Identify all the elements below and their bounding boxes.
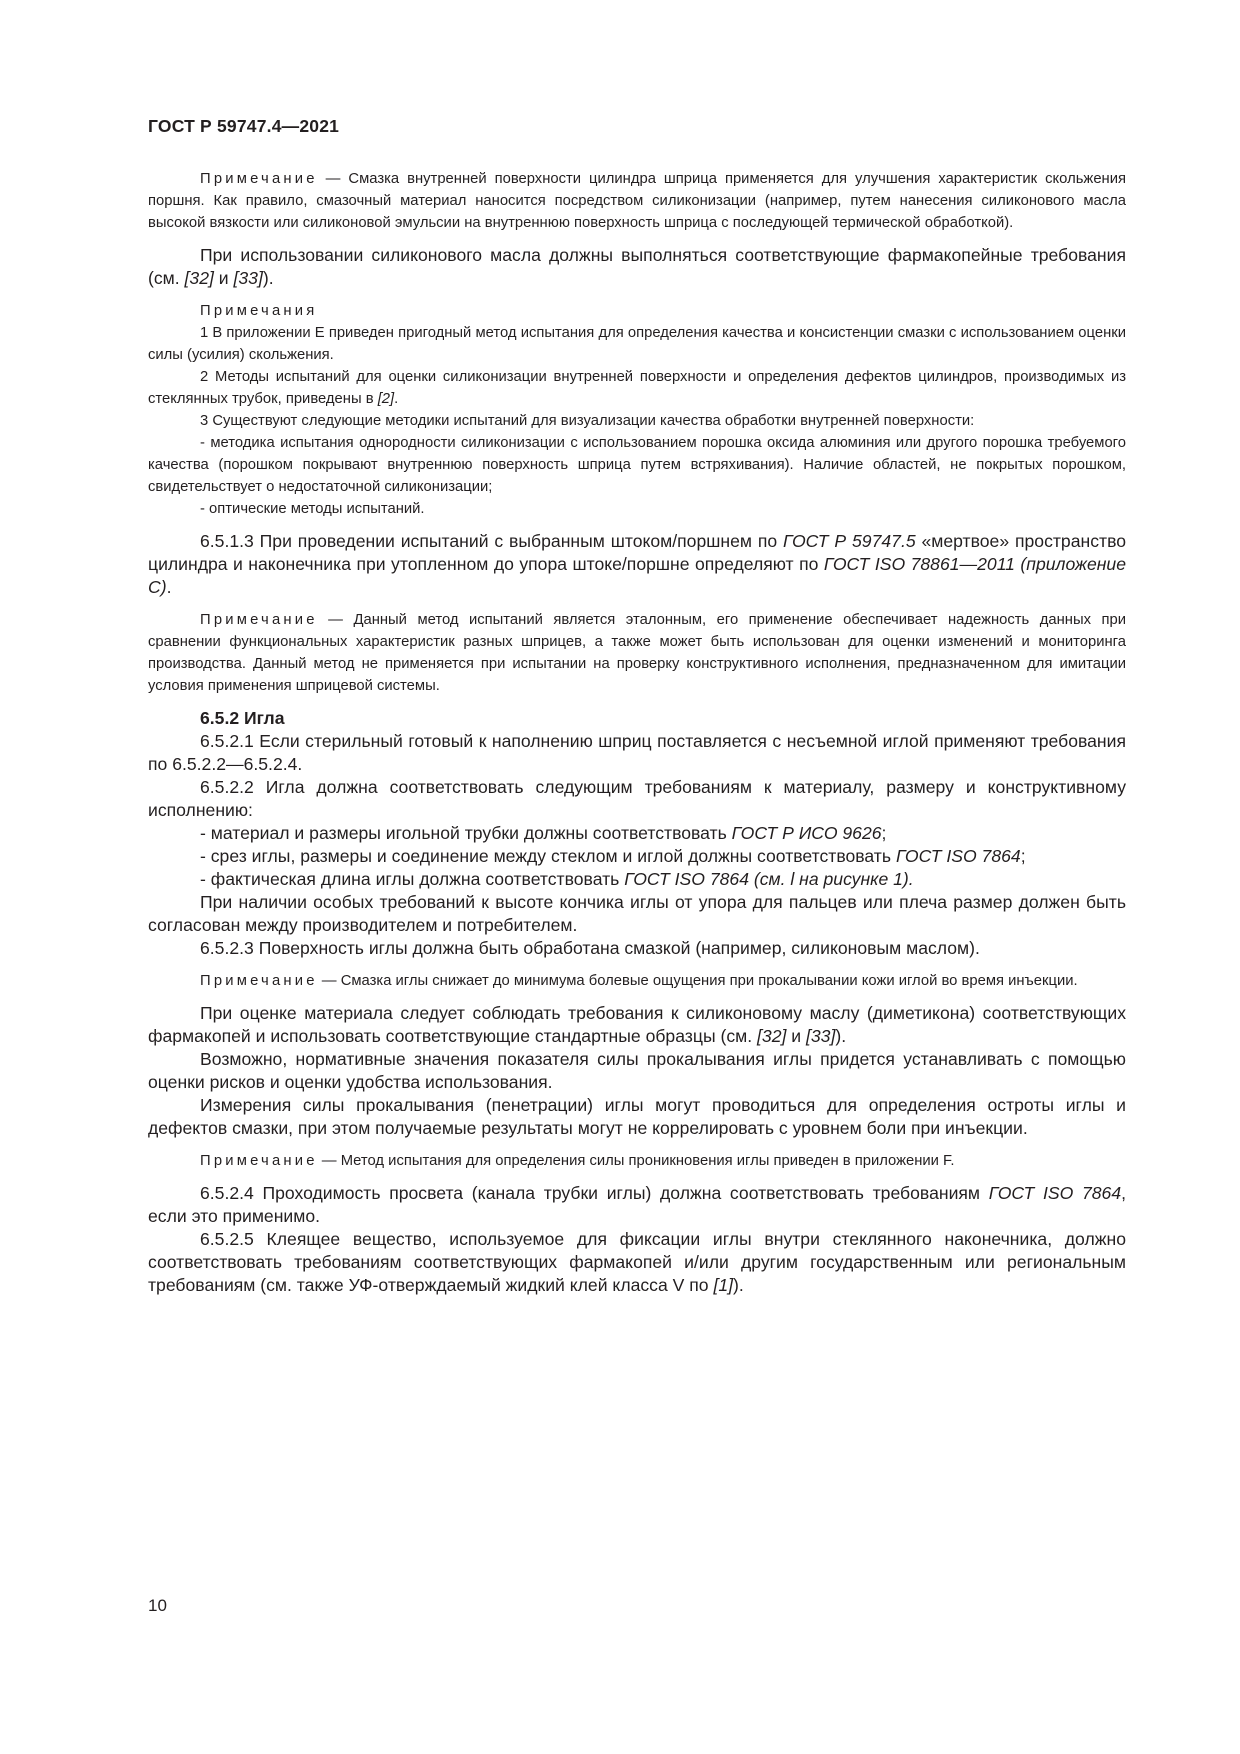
document-header: ГОСТ Р 59747.4—2021: [148, 116, 340, 136]
note-label: Примечание: [200, 1153, 318, 1169]
list-item: - материал и размеры игольной трубки должны соответствовать ГОСТ Р ИСО 9626;: [200, 823, 887, 843]
clause-6-5-1-3: 6.5.1.3 При проведении испытаний с выбранным штоком/поршнем по ГОСТ Р 59747.5 «мертвое» пространство цилиндра и наконечника при утопленном до упора штоке/поршне определяют по ГОСТ ISO 78861—2011 (приложение С).: [148, 531, 1127, 597]
reference: ГОСТ ISO 7864 (см. l на рисунке 1).: [624, 869, 914, 889]
note-label: Примечание: [200, 171, 318, 187]
clause-6-5-2-4: 6.5.2.4 Проходимость просвета (канала трубки иглы) должна соответствовать требованиям ГОСТ ISO 7864, если это применимо.: [148, 1183, 1126, 1226]
reference: [33]: [233, 268, 263, 288]
reference: ГОСТ ISO 78861—2011 (приложение С): [148, 554, 1126, 597]
note-subitem: - оптические методы испытаний.: [200, 501, 425, 517]
reference: [1]: [713, 1275, 734, 1295]
body-paragraph: При оценке материала следует соблюдать требования к силиконовому маслу (диметикона) соответствующих фармакопей и использовать соответствующие стандартные образцы (см. [32] и [33]).: [148, 1003, 1126, 1046]
reference: [32]: [757, 1026, 787, 1046]
body-paragraph: Измерения силы прокалывания (пенетрации) иглы могут проводиться для определения остроты иглы и дефектов смазки, при этом получаемые результаты могут не коррелировать с уровнем боли при инъекции.: [148, 1095, 1126, 1138]
body-paragraph: При наличии особых требований к высоте кончика иглы от упора для пальцев или плеча размер должен быть согласован между производителем и потребителем.: [148, 892, 1126, 935]
reference: [33]: [805, 1026, 836, 1046]
notes-title: Примечания: [200, 303, 318, 319]
body-paragraph: Возможно, нормативные значения показателя силы прокалывания иглы придется устанавливать с помощью оценки рисков и оценки удобства использования.: [148, 1049, 1126, 1092]
page-number: 10: [148, 1596, 167, 1615]
note-paragraph: Примечание — Метод испытания для определения силы проникновения иглы приведен в приложении F.: [200, 1153, 955, 1169]
note-subitem: - методика испытания однородности силиконизации с использованием порошка оксида алюминия или другого порошка требуемого качества (порошком покрывают внутреннюю поверхность шприца путем встряхивания). Наличие областей, не покрытых порошком, свидетельствует о недостаточной силиконизации;: [148, 435, 1126, 495]
note-label: Примечание: [200, 973, 318, 989]
note-paragraph: Примечание — Данный метод испытаний является эталонным, его применение обеспечивает надежность данных при сравнении функциональных характеристик разных шприцев, а также может быть использован для оценки изменений и мониторинга производства. Данный метод не применяется при испытании на проверку конструктивного исполнения, предназначенном для имитации условия применения шприцевой системы.: [148, 612, 1126, 694]
reference: ГОСТ Р 59747.5: [783, 531, 916, 551]
reference: [32]: [184, 268, 214, 288]
reference: ГОСТ ISO 7864: [895, 846, 1021, 866]
reference: ГОСТ ISO 7864: [988, 1183, 1122, 1203]
note-item: 1 В приложении Е приведен пригодный метод испытания для определения качества и консистенции смазки с использованием оценки силы (усилия) скольжения.: [148, 325, 1126, 363]
note-item: 2 Методы испытаний для оценки силиконизации внутренней поверхности и определения дефектов цилиндров, производимых из стеклянных трубок, приведены в [2].: [148, 369, 1126, 407]
note-label: Примечание: [200, 612, 318, 628]
clause-6-5-2-1: 6.5.2.1 Если стерильный готовый к наполнению шприц поставляется с несъемной иглой применяют требования по 6.5.2.2—6.5.2.4.: [148, 731, 1126, 774]
section-heading-6-5-2: 6.5.2 Игла: [200, 708, 285, 728]
clause-6-5-2-5: 6.5.2.5 Клеящее вещество, используемое для фиксации иглы внутри стеклянного наконечника, должно соответствовать требованиям соответствующих фармакопей и/или другим государственным или региональным требованиям (см. также УФ-отверждаемый жидкий клей класса V по [1]).: [148, 1229, 1126, 1295]
clause-6-5-2-3: 6.5.2.3 Поверхность иглы должна быть обработана смазкой (например, силиконовым маслом).: [200, 938, 980, 958]
note-paragraph: Примечание — Смазка внутренней поверхности цилиндра шприца применяется для улучшения характеристик скольжения поршня. Как правило, смазочный материал наносится посредством силиконизации (например, путем нанесения силиконового масла высокой вязкости или силиконовой эмульсии на внутреннюю поверхность шприца с последующей термической обработкой).: [148, 171, 1126, 231]
list-item: - срез иглы, размеры и соединение между стеклом и иглой должны соответствовать ГОСТ ISO 7864;: [200, 846, 1026, 866]
list-item: - фактическая длина иглы должна соответствовать ГОСТ ISO 7864 (см. l на рисунке 1).: [200, 869, 914, 889]
clause-6-5-2-2: 6.5.2.2 Игла должна соответствовать следующим требованиям к материалу, размеру и конструктивному исполнению:: [148, 777, 1126, 820]
note-paragraph: Примечание — Смазка иглы снижает до минимума болевые ощущения при прокалывании кожи иглой во время инъекции.: [200, 973, 1078, 989]
note-item: 3 Существуют следующие методики испытаний для визуализации качества обработки внутренней поверхности:: [200, 413, 975, 429]
reference: ГОСТ Р ИСО 9626: [731, 823, 882, 843]
reference: [2]: [377, 391, 395, 407]
body-paragraph: При использовании силиконового масла должны выполняться соответствующие фармакопейные требования (см. [32] и [33]).: [148, 245, 1126, 288]
document-body: [148, 168, 1126, 1297]
